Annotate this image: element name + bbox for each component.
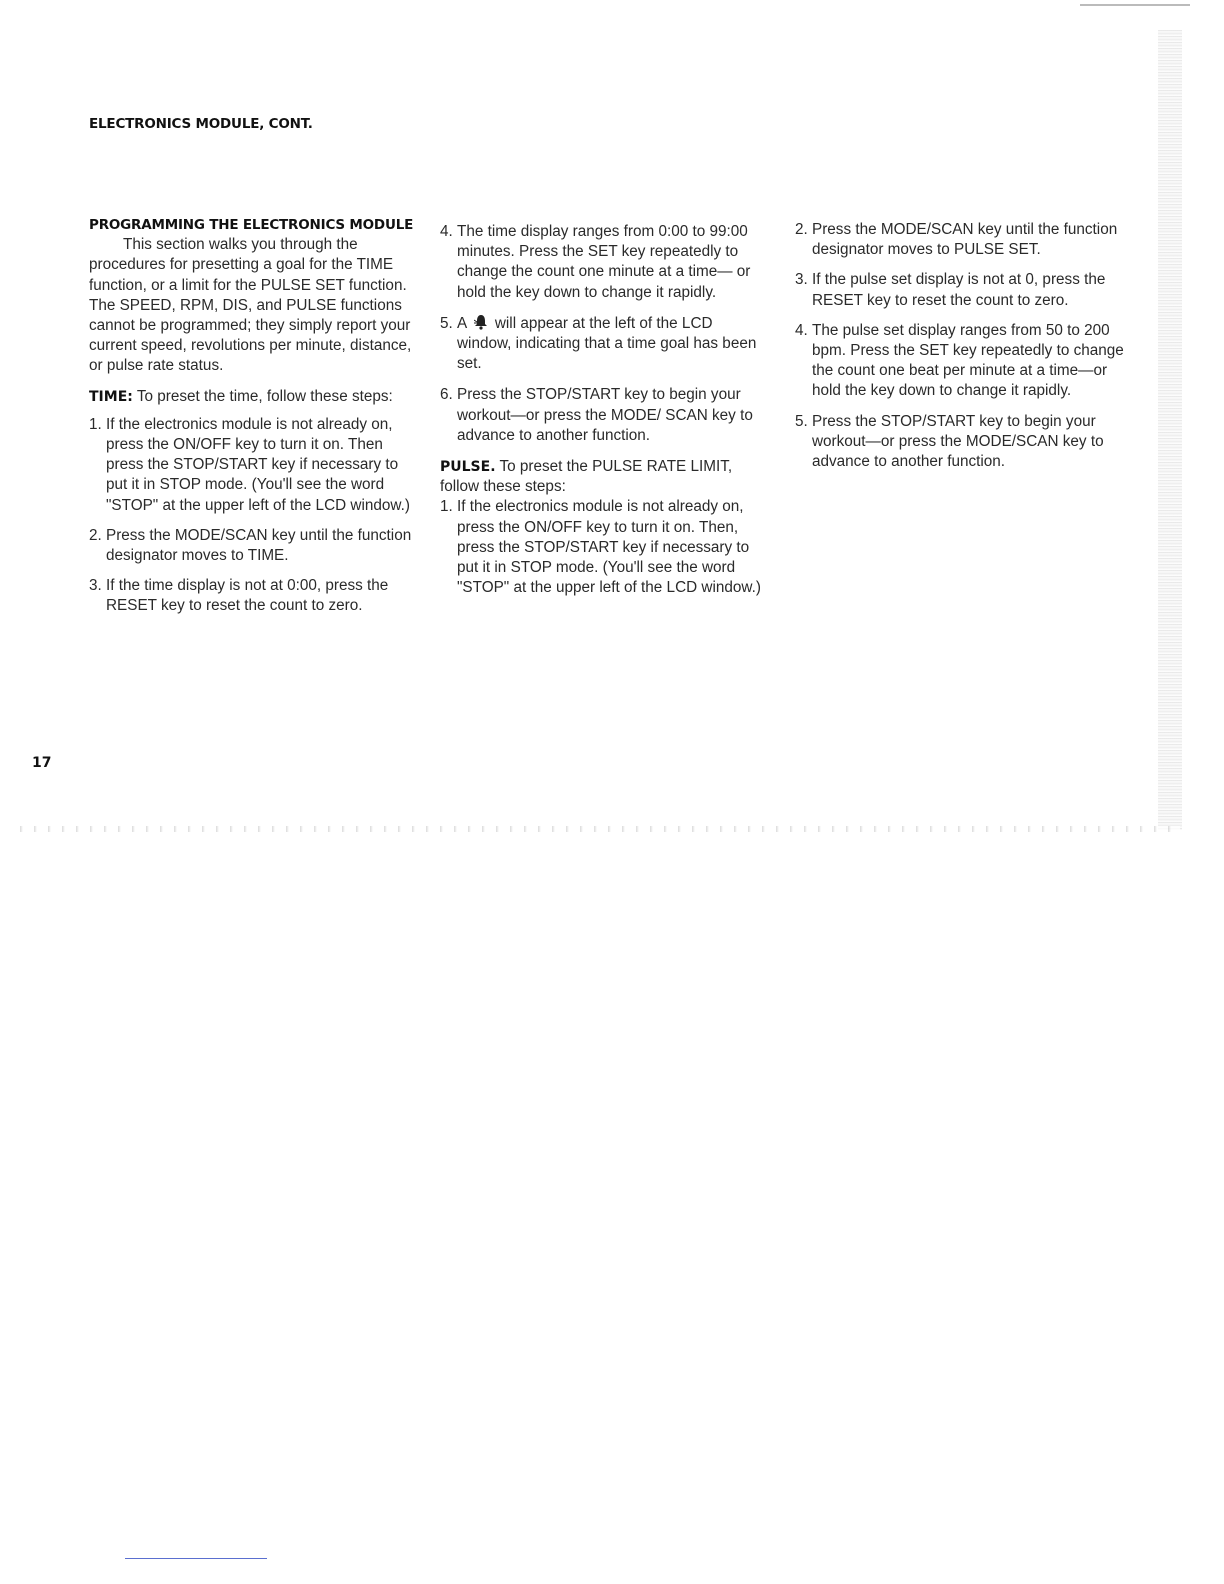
list-item xyxy=(440,385,770,446)
step-text: If the electronics module is not already on, press the ON/OFF key to turn it on. Then, press the STOP/START key if necessary to put it in STOP mode. (You'll see the word "STOP" at the upper left of the LCD window.) xyxy=(457,498,761,597)
list-item xyxy=(795,321,1130,402)
time-label: TIME: xyxy=(89,388,133,405)
bell-icon xyxy=(474,314,488,330)
step-number: 4. xyxy=(440,223,453,240)
pulse-lead-text: To preset the PULSE RATE LIMIT, follow these steps: xyxy=(440,458,733,496)
step-number: 2. xyxy=(89,526,102,544)
scan-edge-bottom xyxy=(20,826,1180,832)
list-item xyxy=(795,220,1130,260)
footer-rule xyxy=(125,1558,267,1559)
step-number: 3. xyxy=(89,577,102,595)
step-text: If the electronics module is not already on, press the ON/OFF key to turn it on. Then press the STOP/START key if necessary to put it in STOP mode. (You'll see the word "STOP" at the upper left of the LCD window.) xyxy=(106,415,410,514)
step-number: 2. xyxy=(795,221,808,238)
list-item xyxy=(795,412,1130,473)
time-lead-text: To preset the time, follow these steps: xyxy=(136,387,393,405)
scan-edge-top xyxy=(1080,4,1190,6)
step-number: 4. xyxy=(795,321,808,339)
step-text: Press the STOP/START key to begin your workout—or press the MODE/ SCAN key to advance to another function. xyxy=(457,386,753,444)
step-number: 1. xyxy=(89,415,102,433)
list-item xyxy=(89,526,419,566)
step-text: The time display ranges from 0:00 to 99:00 minutes. Press the SET key repeatedly to change the count one minute at a time— or hold the key down to change it rapidly. xyxy=(457,223,751,301)
pulse-label: PULSE. xyxy=(440,459,496,476)
step-text: Press the STOP/START key to begin your workout—or press the MODE/SCAN key to advance to another function. xyxy=(812,412,1104,471)
step-text-pre: A xyxy=(457,314,467,332)
step-text: If the time display is not at 0:00, press the RESET key to reset the count to zero. xyxy=(106,577,389,615)
step-number: 1. xyxy=(440,498,453,516)
step-number: 5. xyxy=(795,412,808,430)
scan-edge-right xyxy=(1158,30,1182,830)
pulse-lead xyxy=(440,457,770,497)
list-item xyxy=(89,415,419,516)
list-item xyxy=(440,222,770,303)
step-text: Press the MODE/SCAN key until the function designator moves to PULSE SET. xyxy=(812,221,1118,259)
column-1 xyxy=(89,215,419,627)
page-number: 17 xyxy=(32,755,52,771)
step-text: Press the MODE/SCAN key until the function designator moves to TIME. xyxy=(106,526,412,565)
step-number: 3. xyxy=(795,271,808,289)
time-lead xyxy=(89,387,419,407)
list-item xyxy=(440,497,770,598)
step-number: 5. xyxy=(440,314,453,332)
step-text-post: will appear at the left of the LCD window, indicating that a time goal has been set. xyxy=(457,314,757,373)
step-number: 6. xyxy=(440,386,453,404)
intro-paragraph: This section walks you through the procedures for presetting a goal for the TIME function, or a limit for the PULSE SET function. The SPEED, RPM, DIS, and PULSE functions cannot be programmed; they simply report your current speed, revolutions per minute, distance, or pulse rate status. xyxy=(89,236,412,375)
list-item xyxy=(89,576,419,616)
list-item xyxy=(795,270,1130,310)
section-title: PROGRAMMING THE ELECTRONICS MODULE xyxy=(89,217,414,233)
list-item xyxy=(440,314,770,375)
column-3 xyxy=(795,220,1130,482)
step-text: The pulse set display ranges from 50 to 200 bpm. Press the SET key repeatedly to change the count one beat per minute at a time—or hold the key down to change it rapidly. xyxy=(812,321,1124,400)
page-header: ELECTRONICS MODULE, CONT. xyxy=(89,116,313,132)
step-text: If the pulse set display is not at 0, press the RESET key to reset the count to zero. xyxy=(812,271,1106,309)
column-2 xyxy=(440,222,770,609)
